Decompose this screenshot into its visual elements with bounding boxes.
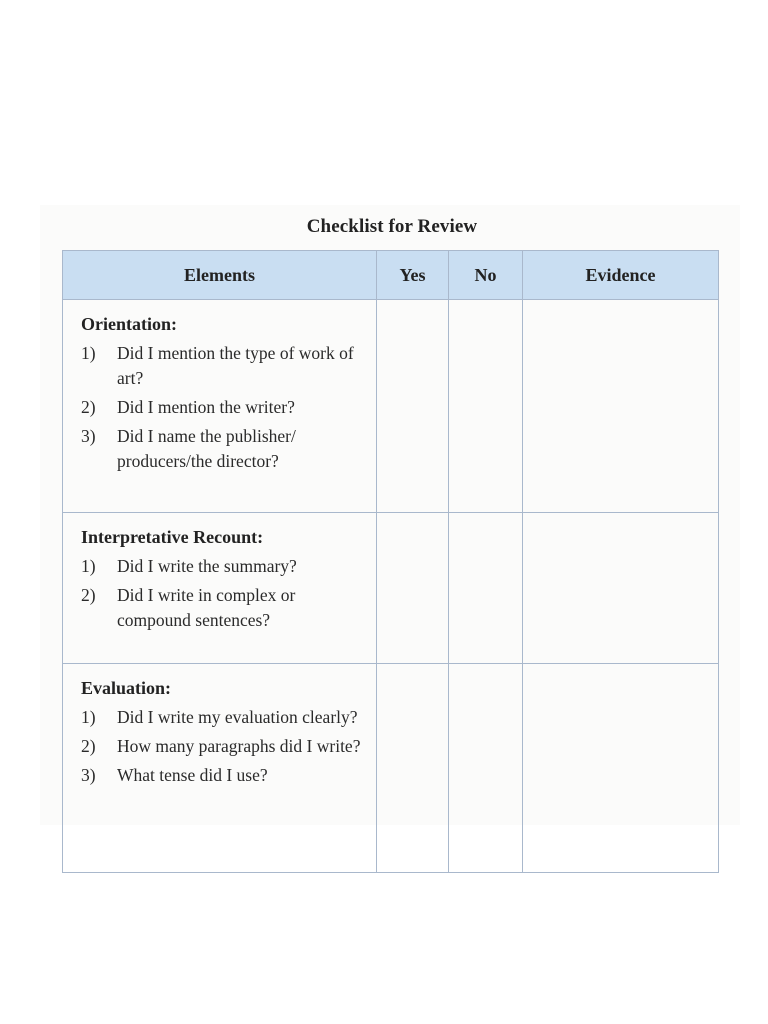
section-row-orientation: [63, 300, 719, 513]
item-text: Did I write my evaluation clearly?: [117, 707, 358, 727]
no-cell[interactable]: [449, 300, 523, 513]
item-number: 3): [81, 426, 96, 446]
elements-cell: [63, 513, 377, 664]
section-title: Interpretative Recount:: [81, 527, 264, 547]
item-text: How many paragraphs did I write?: [117, 736, 361, 756]
section-row-interpretative-recount: [63, 513, 719, 664]
list-item: [81, 424, 366, 474]
item-text: Did I mention the writer?: [117, 397, 295, 417]
section-row-evaluation: [63, 664, 719, 873]
item-text: Did I write the summary?: [117, 556, 297, 576]
evidence-cell[interactable]: [523, 513, 719, 664]
list-item: [81, 341, 366, 391]
no-cell[interactable]: [449, 513, 523, 664]
item-text: What tense did I use?: [117, 765, 268, 785]
list-item: [81, 583, 366, 633]
item-list: [81, 554, 366, 633]
item-number: 2): [81, 736, 96, 756]
item-list: [81, 705, 366, 788]
evidence-cell[interactable]: [523, 300, 719, 513]
item-text: Did I name the publisher/ producers/the director?: [117, 426, 296, 471]
elements-cell: [63, 664, 377, 873]
list-item: [81, 554, 366, 579]
list-item: [81, 763, 366, 788]
list-item: [81, 734, 366, 759]
column-header-evidence: Evidence: [523, 251, 719, 300]
yes-cell[interactable]: [377, 300, 449, 513]
item-text: Did I write in complex or compound sentences?: [117, 585, 296, 630]
item-number: 2): [81, 397, 96, 417]
column-header-no: No: [449, 251, 523, 300]
column-header-yes: Yes: [377, 251, 449, 300]
yes-cell[interactable]: [377, 513, 449, 664]
column-header-elements: Elements: [63, 251, 377, 300]
evidence-cell[interactable]: [523, 664, 719, 873]
page-title: Checklist for Review: [306, 216, 478, 237]
item-number: 1): [81, 707, 96, 727]
list-item: [81, 395, 366, 420]
checklist-table: [62, 250, 719, 873]
elements-cell: [63, 300, 377, 513]
item-number: 2): [81, 585, 96, 605]
yes-cell[interactable]: [377, 664, 449, 873]
item-number: 1): [81, 556, 96, 576]
item-text: Did I mention the type of work of art?: [117, 343, 354, 388]
section-title: Evaluation:: [81, 678, 172, 698]
item-number: 3): [81, 765, 96, 785]
header-row: [63, 251, 719, 300]
no-cell[interactable]: [449, 664, 523, 873]
item-list: [81, 341, 366, 474]
item-number: 1): [81, 343, 96, 363]
section-title: Orientation:: [81, 314, 177, 334]
list-item: [81, 705, 366, 730]
